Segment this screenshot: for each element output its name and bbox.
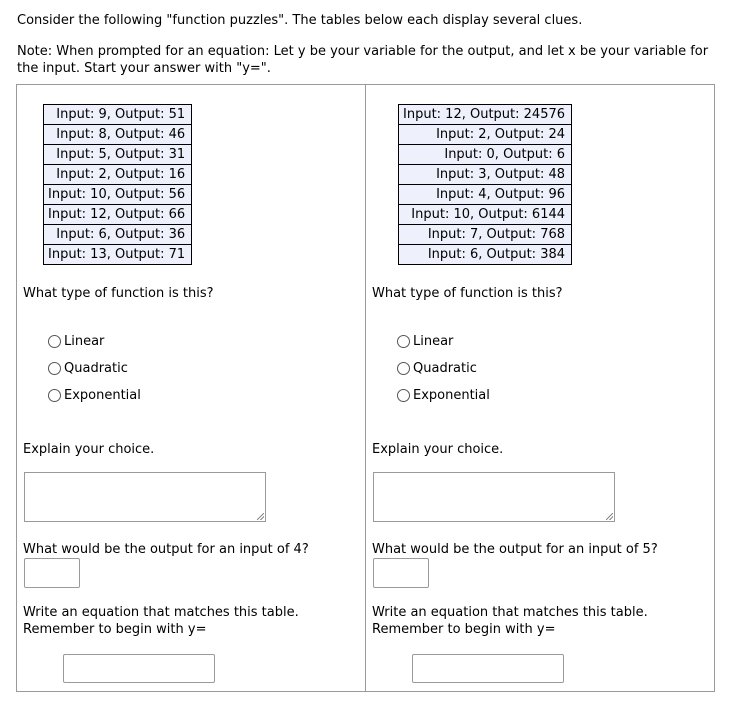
resize-grip-icon[interactable] bbox=[606, 513, 613, 520]
explain-prompt: Explain your choice. bbox=[23, 442, 155, 457]
clue-row: Input: 10, Output: 6144 bbox=[399, 205, 572, 225]
puzzle-2 bbox=[365, 85, 714, 691]
radio-button[interactable] bbox=[48, 389, 61, 402]
resize-grip-icon[interactable] bbox=[257, 513, 264, 520]
output-question: What would be the output for an input of 4? bbox=[23, 542, 309, 557]
clue-row: Input: 10, Output: 56 bbox=[44, 185, 192, 205]
output-question: What would be the output for an input of 5? bbox=[372, 542, 658, 557]
puzzle-1 bbox=[17, 85, 365, 691]
clue-row: Input: 13, Output: 71 bbox=[44, 245, 192, 265]
clue-row: Input: 7, Output: 768 bbox=[399, 225, 572, 245]
clue-row: Input: 4, Output: 96 bbox=[399, 185, 572, 205]
radio-button[interactable] bbox=[48, 362, 61, 375]
clue-row: Input: 12, Output: 24576 bbox=[399, 105, 572, 125]
option-quadratic[interactable] bbox=[48, 355, 141, 382]
output-answer-input[interactable] bbox=[373, 558, 429, 588]
radio-button[interactable] bbox=[397, 362, 410, 375]
function-type-question: What type of function is this? bbox=[23, 286, 214, 301]
clue-table bbox=[43, 104, 192, 265]
explain-prompt: Explain your choice. bbox=[372, 442, 504, 457]
clue-row: Input: 12, Output: 66 bbox=[44, 205, 192, 225]
option-linear[interactable] bbox=[397, 328, 490, 355]
equation-input[interactable] bbox=[412, 654, 564, 683]
clue-row: Input: 0, Output: 6 bbox=[399, 145, 572, 165]
option-linear[interactable] bbox=[48, 328, 141, 355]
function-type-options bbox=[48, 328, 141, 409]
output-answer-input[interactable] bbox=[24, 558, 80, 588]
clue-row: Input: 5, Output: 31 bbox=[44, 145, 192, 165]
option-label: Linear bbox=[413, 334, 454, 349]
radio-button[interactable] bbox=[48, 335, 61, 348]
clue-row: Input: 8, Output: 46 bbox=[44, 125, 192, 145]
option-exponential[interactable] bbox=[48, 382, 141, 409]
note-text: Note: When prompted for an equation: Let y be your variable for the output, and let x be your variable for the input. Start your answer with "y=". bbox=[17, 44, 709, 76]
option-label: Quadratic bbox=[64, 361, 128, 376]
equation-prompt-line: Write an equation that matches this table. bbox=[372, 605, 648, 620]
intro-text: Consider the following "function puzzles". The tables below each display several clues. bbox=[17, 13, 583, 28]
equation-prompt bbox=[23, 604, 299, 638]
option-label: Linear bbox=[64, 334, 105, 349]
function-type-question: What type of function is this? bbox=[372, 286, 563, 301]
equation-prompt-line: Write an equation that matches this table. bbox=[23, 605, 299, 620]
option-exponential[interactable] bbox=[397, 382, 490, 409]
instructions bbox=[17, 12, 722, 77]
explanation-textarea[interactable] bbox=[373, 472, 615, 522]
clue-row: Input: 6, Output: 36 bbox=[44, 225, 192, 245]
radio-button[interactable] bbox=[397, 389, 410, 402]
equation-prompt-line: Remember to begin with y= bbox=[23, 622, 207, 637]
function-type-options bbox=[397, 328, 490, 409]
clue-row: Input: 3, Output: 48 bbox=[399, 165, 572, 185]
option-label: Exponential bbox=[64, 388, 141, 403]
radio-button[interactable] bbox=[397, 335, 410, 348]
option-quadratic[interactable] bbox=[397, 355, 490, 382]
equation-prompt-line: Remember to begin with y= bbox=[372, 622, 556, 637]
equation-input[interactable] bbox=[63, 654, 215, 683]
option-label: Quadratic bbox=[413, 361, 477, 376]
option-label: Exponential bbox=[413, 388, 490, 403]
clue-table bbox=[398, 104, 572, 265]
puzzles-container bbox=[16, 84, 715, 692]
equation-prompt bbox=[372, 604, 648, 638]
clue-row: Input: 2, Output: 24 bbox=[399, 125, 572, 145]
clue-row: Input: 6, Output: 384 bbox=[399, 245, 572, 265]
clue-row: Input: 2, Output: 16 bbox=[44, 165, 192, 185]
explanation-textarea[interactable] bbox=[24, 472, 266, 522]
clue-row: Input: 9, Output: 51 bbox=[44, 105, 192, 125]
